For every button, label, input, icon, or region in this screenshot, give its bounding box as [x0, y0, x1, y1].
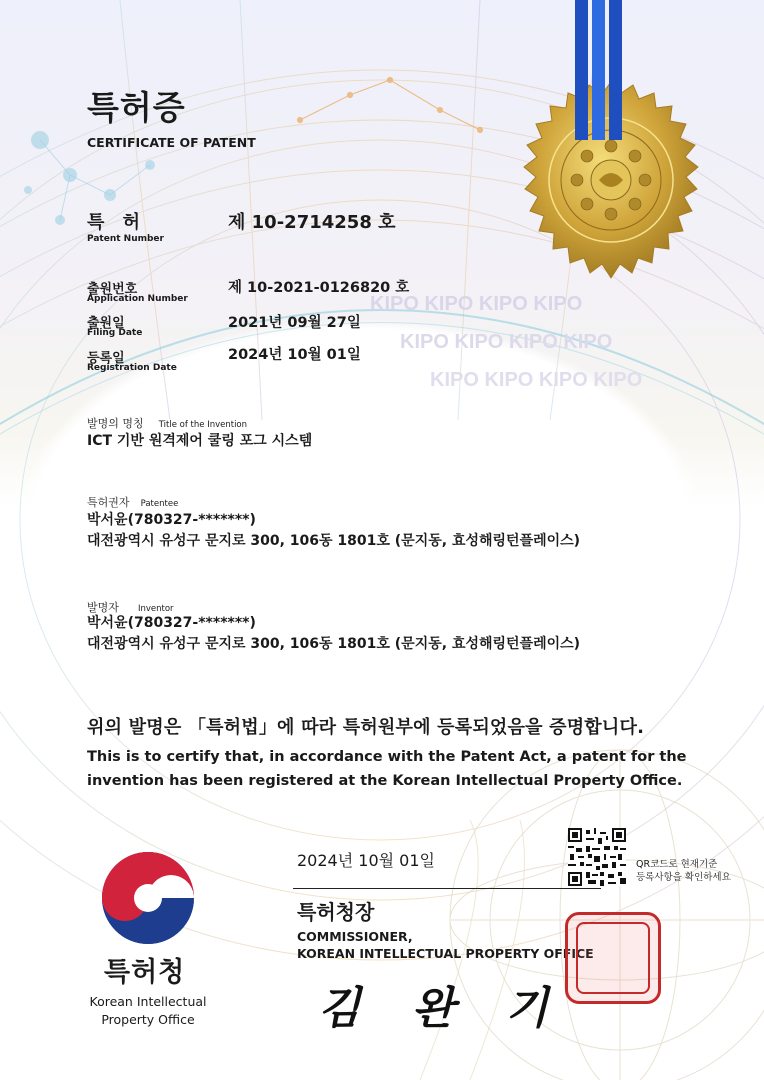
application-number: 제 10-2021-0126820 호 — [228, 280, 410, 296]
kipo-logo-icon — [100, 850, 196, 946]
qr-code-icon[interactable] — [568, 828, 626, 886]
kipo-logo-text-en-line1: Korean Intellectual — [89, 994, 207, 1009]
certification-statement-en — [87, 745, 686, 793]
registration-date: 2024년 10월 01일 — [228, 347, 361, 363]
qr-note-line2: 등록사항을 확인하세요 — [636, 872, 731, 883]
patentee-label: 특허권자 — [87, 496, 130, 509]
inventor-label-en: Inventor — [137, 604, 174, 614]
application-label-en: Application Number — [87, 294, 188, 304]
certification-statement-ko: 위의 발명은 「특허법」에 따라 특허원부에 등록되었음을 증명합니다. — [87, 717, 645, 738]
commissioner-en-line2: KOREAN INTELLECTUAL PROPERTY OFFICE — [297, 946, 594, 961]
certification-en-line2: invention has been registered at the Korean Intellectual Property Office. — [87, 773, 683, 789]
application-label: 출원번호 — [87, 282, 138, 297]
filing-date: 2021년 09월 27일 — [228, 315, 361, 331]
invention-title: ICT 기반 원격제어 쿨링 포그 시스템 — [87, 433, 313, 449]
filing-label-en: Filing Date — [87, 328, 143, 338]
certification-en-line1: This is to certify that, in accordance with the Patent Act, a patent for the — [87, 749, 687, 765]
svg-text:KIPO KIPO KIPO KIPO: KIPO KIPO KIPO KIPO — [430, 369, 643, 391]
patent-number: 제 10-2714258 호 — [228, 212, 396, 233]
invention-label-row — [87, 412, 247, 431]
registration-label-en: Registration Date — [87, 363, 177, 373]
inventor-name: 박서윤(780327-*******) — [87, 615, 256, 631]
patent-label-en: Patent Number — [87, 234, 164, 244]
patentee-name: 박서윤(780327-*******) — [87, 512, 256, 528]
invention-label: 발명의 명칭 — [87, 417, 144, 430]
ribbon-stripe — [592, 0, 605, 140]
patent-label: 특 허 — [87, 212, 147, 233]
invention-label-en: Title of the Invention — [158, 420, 248, 430]
ribbon-stripe — [575, 0, 588, 140]
commissioner-signature: 김 완 기 — [318, 983, 567, 1034]
inventor-label: 발명자 — [87, 601, 119, 614]
kipo-logo-text-en-line2: Property Office — [101, 1012, 195, 1027]
commissioner-title-en — [297, 928, 594, 962]
filing-label: 출원일 — [87, 316, 125, 331]
certificate-subtitle: CERTIFICATE OF PATENT — [87, 135, 256, 150]
qr-note-line1: QR코드로 현재기준 — [636, 859, 718, 870]
commissioner-en-line1: COMMISSIONER, — [297, 929, 413, 944]
official-stamp-icon — [565, 912, 661, 1004]
qr-note — [636, 858, 731, 884]
patentee-address: 대전광역시 유성구 문지로 300, 106동 1801호 (문지동, 효성해링턴플레이스) — [87, 533, 581, 549]
ribbon-stripe — [609, 0, 622, 140]
watermark-text: KIPO KIPO KIPO KIPO — [370, 293, 583, 315]
svg-text:KIPO KIPO KIPO KIPO: KIPO KIPO KIPO KIPO — [400, 331, 613, 353]
patentee-label-row — [87, 491, 178, 510]
inventor-address: 대전광역시 유성구 문지로 300, 106동 1801호 (문지동, 효성해링턴플레이스) — [87, 636, 581, 652]
registration-label: 등록일 — [87, 351, 125, 366]
signature-divider — [293, 888, 601, 889]
commissioner-title-ko: 특허청장 — [297, 900, 375, 924]
patentee-label-en: Patentee — [140, 499, 179, 509]
kipo-logo-text-ko: 특허청 — [104, 957, 186, 988]
issue-date: 2024년 10월 01일 — [297, 851, 435, 870]
certificate-title: 특허증 — [87, 88, 186, 127]
